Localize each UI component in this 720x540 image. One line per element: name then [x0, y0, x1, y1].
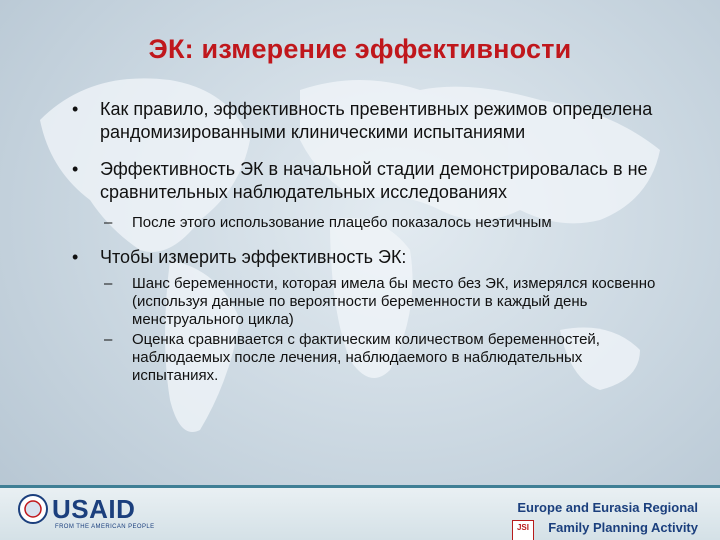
footer-bar — [0, 485, 720, 540]
bullet-list — [72, 98, 672, 399]
bullet-dot: • — [72, 99, 79, 119]
sub-bullet-text: Шанс беременности, которая имела бы место без ЭК, измерялся косвенно (используя данные по вероятности беременности в каждый день менструального цикла) — [132, 275, 656, 328]
sub-bullet — [72, 275, 672, 329]
sub-bullet — [72, 331, 672, 385]
sub-bullet-text: Оценка сравнивается с фактическим количеством беременностей, наблюдаемых после лечения, наблюдаемого в наблюдательных испытаниях. — [132, 331, 600, 384]
bullet-1 — [72, 98, 672, 144]
sub-bullet-text: После этого использование плацебо показалось неэтичным — [132, 214, 552, 231]
bullet-dot: • — [72, 247, 79, 267]
region-line-1: Europe and Eurasia Regional — [517, 500, 698, 515]
bullet-text: Чтобы измерить эффективность ЭК: — [100, 247, 407, 267]
usaid-logo: USAID — [52, 494, 136, 524]
bullet-2 — [72, 158, 672, 232]
jsi-logo-text: JSI — [516, 523, 529, 532]
region-line-2: Family Planning Activity — [548, 520, 698, 535]
jsi-logo-icon — [512, 520, 534, 540]
usaid-tagline: FROM THE AMERICAN PEOPLE — [55, 524, 155, 530]
sub-dash: – — [104, 214, 113, 231]
usaid-seal-icon — [18, 494, 48, 524]
bullet-text: Как правило, эффективность превентивных режимов определена рандомизированными клиническими испытаниями — [100, 99, 653, 142]
bullet-3 — [72, 246, 672, 385]
bullet-text: Эффективность ЭК в начальной стадии демонстрировалась в не сравнительных наблюдательных исследованиях — [100, 159, 648, 202]
bullet-dot: • — [72, 159, 79, 179]
sub-dash: – — [104, 331, 113, 348]
sub-bullet — [72, 214, 672, 232]
sub-dash: – — [104, 275, 113, 292]
slide-title: ЭК: измерение эффективности — [148, 34, 572, 64]
